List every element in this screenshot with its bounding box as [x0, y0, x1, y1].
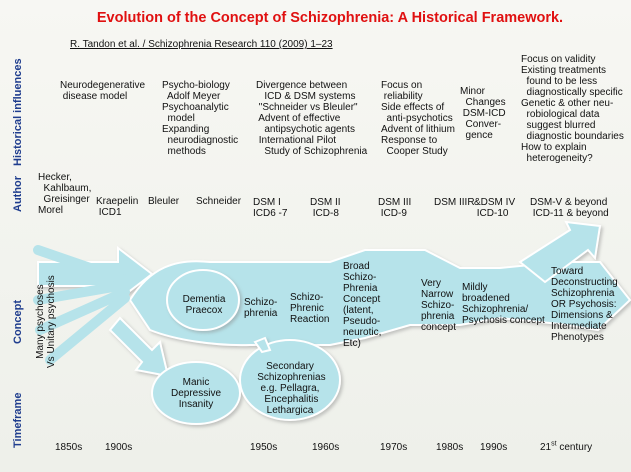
concept-broad-schizophrenia: Broad Schizo- Phrenia Concept (latent, Pseudo- neurotic, Etc) [343, 261, 382, 349]
row-label-timeframe: Timeframe [12, 392, 24, 448]
page-title: Evolution of the Concept of Schizophrenia: A Historical Framework. [96, 10, 564, 26]
concept-schizophrenic-reaction: Schizo- Phrenic Reaction [290, 292, 330, 325]
concept-very-narrow: Very Narrow Schizo- phrenia concept [421, 278, 457, 333]
author-7: DSM IIIR [434, 197, 475, 208]
author-1: Kraepelin ICD1 [96, 196, 139, 218]
row-label-historical: Historical influences [12, 58, 24, 167]
timeframe-1950s: 1950s [250, 442, 278, 453]
timeframe-1850s: 1850s [55, 442, 83, 453]
historical-1: Psycho-biology Adolf Meyer Psychoanalytic model Expanding neurodiagnostic methods [162, 80, 239, 157]
author-8: &DSM IV ICD-10 [474, 197, 516, 219]
timeframe-21-suffix: st [551, 440, 557, 448]
author-4: DSM I ICD6 -7 [253, 197, 288, 219]
author-9: DSM-V & beyond ICD-11 & beyond [530, 197, 609, 219]
timeframe-1960s: 1960s [312, 442, 340, 453]
historical-0: Neurodegenerative disease model [60, 80, 146, 102]
timeframe-21st-century [540, 442, 592, 453]
timeframe-1990s: 1990s [480, 442, 508, 453]
historical-4: Minor Changes DSM-ICD Conver- gence [460, 86, 506, 141]
author-2: Bleuler [148, 196, 180, 207]
author-6: DSM III ICD-9 [378, 197, 412, 219]
row-label-concept: Concept [12, 300, 24, 344]
concept-schizophrenia: Schizo- phrenia [244, 297, 278, 319]
historical-2: Divergence between ICD & DSM systems "Schneider vs Bleuler" Advent of effective antipsychotic agents International Pilot Study of Schizophrenia [256, 80, 368, 157]
concept-deconstructing: Toward Deconstructing Schizophrenia OR Psychosis: Dimensions & Intermediate Phenotypes [551, 266, 618, 343]
concept-secondary-schizophrenias: Secondary Schizophrenias e.g. Pellagra, Encephalitis Lethargica [257, 361, 326, 416]
timeframe-21-number: 21 [540, 442, 552, 453]
timeframe-1980s: 1980s [436, 442, 464, 453]
timeframe-21-tail: century [556, 442, 593, 453]
author-5: DSM II ICD-8 [310, 197, 341, 219]
row-label-author: Author [12, 175, 24, 212]
author-0: Hecker, Kahlbaum, Greisinger Morel [38, 172, 92, 216]
historical-3: Focus on reliability Side effects of anti-psychotics Advent of lithium Response to Cooper Study [381, 80, 455, 157]
concept-manic-depressive: Manic Depressive Insanity [170, 377, 222, 410]
timeframe-1900s: 1900s [105, 442, 133, 453]
historical-5: Focus on validity Existing treatments found to be less diagnostically specific Genetic & other neu- robiological data suggest blurred diagnostic boundaries How to explain heterogeneity? [521, 54, 624, 164]
timeframe-1970s: 1970s [380, 442, 408, 453]
concept-dementia-praecox: Dementia Praecox [182, 294, 226, 316]
concept-mildly-broadened: Mildly broadened Schizophrenia/ Psychosis concept [462, 282, 545, 326]
concept-many-psychoses: Many psychoses Vs Unitary psychosis [35, 275, 57, 368]
author-3: Schneider [196, 196, 242, 207]
citation: R. Tandon et al. / Schizophrenia Research 110 (2009) 1–23 [70, 39, 333, 50]
